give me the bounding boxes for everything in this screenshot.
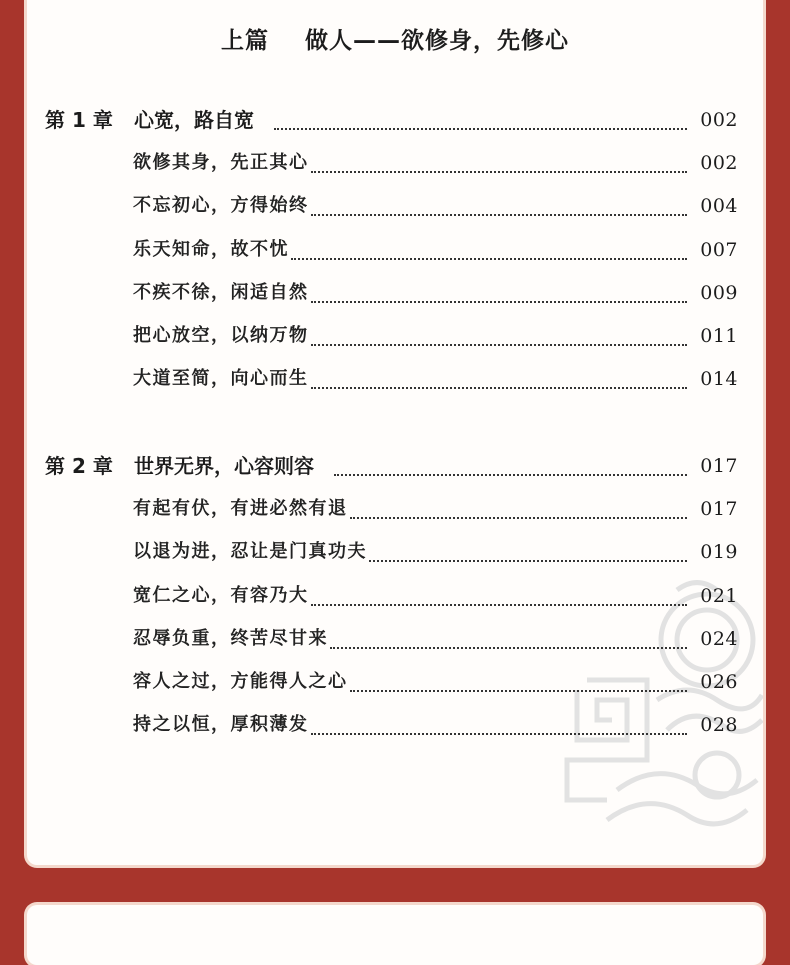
page-number: 028	[700, 714, 738, 737]
section-title: 以退为进，忍让是门真功夫	[133, 541, 367, 563]
page-number: 009	[700, 281, 738, 304]
page-number: 021	[700, 584, 738, 607]
page-number: 007	[700, 238, 738, 261]
chapter-title: 世界无界，心容则容	[134, 454, 314, 478]
page-number: 011	[700, 325, 738, 347]
section-title: 不疾不徐，闲适自然	[133, 281, 309, 303]
page-number: 002	[700, 152, 738, 175]
section-title: 大道至简，向心而生	[133, 368, 309, 390]
dot-leader	[311, 373, 687, 389]
section-title: 有起有伏，有进必然有退	[133, 498, 348, 520]
dot-leader	[311, 590, 687, 606]
page-number: 019	[700, 541, 738, 564]
dot-leader	[311, 287, 687, 303]
dot-leader	[311, 719, 687, 735]
section-row[interactable]	[27, 710, 763, 740]
section-title: 忍辱负重，终苦尽甘来	[133, 627, 328, 649]
dot-leader	[311, 200, 687, 216]
section-title: 欲修其身，先正其心	[133, 152, 309, 174]
dot-leader	[274, 114, 687, 130]
section-row[interactable]	[27, 321, 763, 351]
section-row[interactable]	[27, 148, 763, 178]
section-title: 宽仁之心，有容乃大	[133, 584, 309, 606]
section-title: 把心放空，以纳万物	[133, 325, 309, 346]
dot-leader	[291, 244, 687, 260]
dot-leader	[369, 546, 687, 562]
section-row[interactable]	[27, 235, 763, 265]
chapter-row[interactable]	[27, 105, 763, 135]
chapter-title: 心宽，路自宽	[134, 108, 254, 132]
page-number: 026	[700, 671, 738, 693]
chapter-row[interactable]	[27, 451, 763, 481]
dot-leader	[330, 633, 687, 649]
section-row[interactable]	[27, 364, 763, 394]
page-number: 002	[700, 109, 738, 131]
chapter-number: 第 1 章	[45, 108, 113, 132]
page-number: 004	[700, 195, 738, 218]
section-row[interactable]	[27, 667, 763, 697]
dot-leader	[350, 503, 687, 519]
section-row[interactable]	[27, 581, 763, 611]
section-row[interactable]	[27, 191, 763, 221]
page-number: 017	[700, 498, 738, 521]
section-title: 持之以恒，厚积薄发	[133, 714, 309, 736]
dot-leader	[350, 676, 687, 692]
section-row[interactable]	[27, 494, 763, 524]
section-row[interactable]	[27, 537, 763, 567]
dot-leader	[334, 460, 687, 476]
next-card	[27, 905, 763, 965]
toc-card	[27, 0, 763, 865]
section-row[interactable]	[27, 624, 763, 654]
section-title: 乐天知命，故不忧	[133, 238, 289, 260]
section-title: 不忘初心，方得始终	[133, 195, 309, 217]
dot-leader	[311, 157, 687, 173]
section-row[interactable]	[27, 278, 763, 308]
part-title: 上篇 做人——欲修身，先修心	[220, 28, 570, 54]
page-number: 017	[700, 455, 738, 477]
section-title: 容人之过，方能得人之心	[133, 671, 348, 692]
dot-leader	[311, 330, 687, 346]
page-number: 014	[700, 368, 738, 391]
page-number: 024	[700, 627, 738, 650]
chapter-number: 第 2 章	[45, 454, 113, 478]
